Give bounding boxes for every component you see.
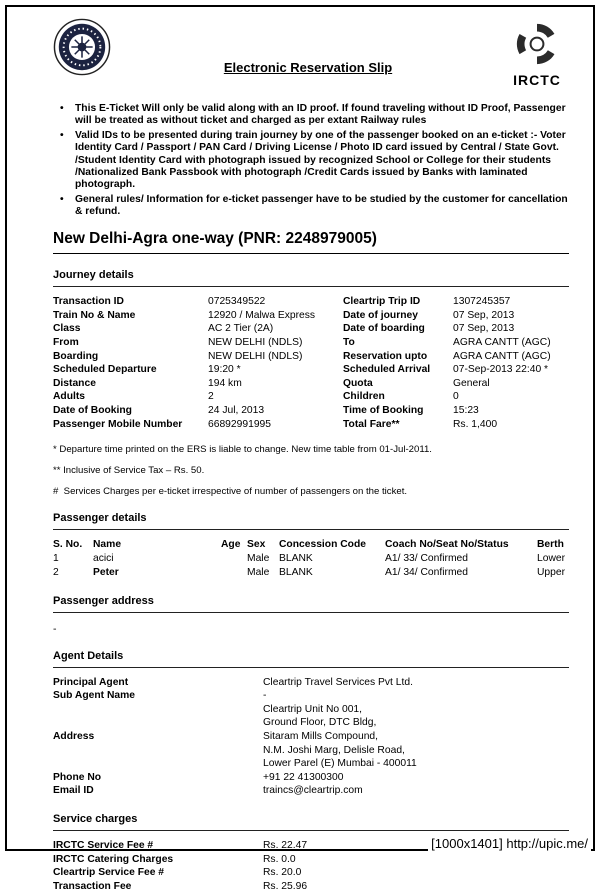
journey-field-label: Train No & Name: [53, 309, 136, 321]
journey-notes: [53, 444, 569, 497]
agent-field-value: [263, 689, 569, 703]
service-charge-row: [53, 853, 569, 867]
agent-field-value: [263, 771, 569, 785]
service-charge-field-label: IRCTC Service Fee #: [53, 839, 154, 851]
journey-field-value: General: [453, 377, 490, 389]
indian-railways-emblem-icon: [53, 18, 111, 76]
service-charge-row: [53, 880, 569, 893]
agent-value-line: Sitaram Mills Compound,: [263, 730, 379, 742]
agent-value-line: N.M. Joshi Marg, Delisle Road,: [263, 744, 405, 756]
passenger-details-heading: Passenger details: [53, 512, 569, 530]
service-charge-field-value: [263, 866, 569, 880]
irctc-logo-text: IRCTC: [513, 72, 561, 88]
journey-field-label: Children: [343, 391, 385, 403]
passenger-address-heading: Passenger address: [53, 595, 569, 613]
journey-field-value: Rs. 1,400: [453, 418, 498, 430]
agent-field-label: Phone No: [53, 771, 102, 783]
agent-field-label: Email ID: [53, 785, 94, 797]
agent-value-line: Cleartrip Travel Services Pvt Ltd.: [263, 676, 413, 688]
passenger-cell: 1: [53, 553, 59, 564]
journey-row: [53, 377, 569, 391]
journey-field-label: Cleartrip Trip ID: [343, 296, 421, 308]
journey-field-value: AGRA CANTT (AGC): [453, 350, 551, 362]
passenger-col-header: S. No.: [53, 539, 83, 551]
passenger-cell: [221, 552, 247, 566]
journey-field-label: Adults: [53, 391, 86, 403]
agent-row: [53, 771, 569, 785]
passenger-col-header: Name: [93, 539, 122, 551]
passenger-col-header: Sex: [247, 539, 266, 551]
passenger-cell: A1/ 33/ Confirmed: [385, 553, 468, 564]
service-charge-value-line: Rs. 22.47: [263, 839, 308, 851]
agent-row: [53, 703, 569, 771]
agent-value-line: Ground Floor, DTC Bldg,: [263, 717, 377, 729]
passenger-cell: A1/ 34/ Confirmed: [385, 566, 468, 578]
journey-row: [53, 309, 569, 323]
service-charge-field-value: [263, 853, 569, 867]
service-charge-value-line: Rs. 25.96: [263, 880, 308, 892]
notice-item: • General rules/ Information for e-ticket passenger have to be studied by the customer for cancellation & refund.: [55, 194, 569, 218]
passenger-cell: 2: [53, 566, 59, 578]
journey-row: [53, 336, 569, 350]
journey-row: [53, 418, 569, 432]
journey-field-label: Transaction ID: [53, 296, 124, 308]
agent-value-line: traincs@cleartrip.com: [263, 785, 363, 797]
agent-field-label: Address: [53, 730, 95, 742]
reservation-slip-page: [5, 5, 595, 892]
journey-field-value: 1307245357: [453, 296, 511, 308]
journey-field-label: Quota: [343, 377, 373, 389]
service-charge-field-value: [263, 880, 569, 893]
passenger-table-body: [53, 552, 569, 580]
passenger-col-header: Berth: [537, 539, 564, 551]
passenger-row: [53, 566, 569, 580]
passenger-cell: Lower: [537, 553, 566, 564]
service-charge-value-line: Rs. 20.0: [263, 867, 302, 879]
agent-row: [53, 689, 569, 703]
journey-field-value: 07-Sep-2013 22:40 *: [453, 364, 549, 376]
journey-field-value: NEW DELHI (NDLS): [208, 350, 303, 362]
passenger-cell: Male: [247, 553, 270, 564]
passenger-cell: Upper: [537, 566, 566, 578]
passenger-col-header: Coach No/Seat No/Status: [385, 539, 509, 551]
journey-field-value: NEW DELHI (NDLS): [208, 337, 303, 349]
journey-field-value: 12920 / Malwa Express: [208, 309, 316, 321]
journey-field-label: Scheduled Arrival: [343, 364, 431, 376]
agent-value-line: Lower Parel (E) Mumbai - 400011: [263, 758, 417, 770]
passenger-cell: BLANK: [279, 566, 313, 578]
notice-list: [55, 103, 569, 218]
journey-field-label: Boarding: [53, 350, 99, 362]
journey-field-label: To: [343, 337, 355, 349]
journey-field-value: 194 km: [208, 377, 242, 389]
journey-field-value: 07 Sep, 2013: [453, 323, 515, 335]
journey-row: [53, 404, 569, 418]
notice-item: • Valid IDs to be presented during train journey by one of the passenger booked on an e-ticket :- Voter Identity Card / Passport / PAN Card / Driving License / Photo ID card issued by Central / State Govt. /Student Identity Card with photograph issued by recognized School or College for their students /Nationalized Bank Passbook with photograph /Credit Cards issued by Banks with laminated photograph.: [55, 130, 569, 191]
journey-details-heading: Journey details: [53, 269, 569, 287]
passenger-cell: [221, 566, 247, 580]
service-charge-field-label: Cleartrip Service Fee #: [53, 867, 165, 879]
journey-field-label: From: [53, 337, 79, 349]
journey-field-label: Passenger Mobile Number: [53, 418, 183, 430]
journey-field-value: 2: [208, 391, 214, 403]
agent-value-line: +91 22 41300300: [263, 771, 344, 783]
journey-field-label: Class: [53, 323, 81, 335]
agent-row: [53, 676, 569, 690]
passenger-cell: acici: [93, 553, 114, 564]
passenger-cell: BLANK: [279, 553, 313, 564]
journey-row: [53, 390, 569, 404]
agent-field-value: [263, 703, 569, 771]
passenger-table: [53, 538, 569, 579]
journey-field-label: Date of boarding: [343, 323, 425, 335]
agent-field-value: [263, 676, 569, 690]
journey-field-label: Distance: [53, 377, 96, 389]
agent-details-heading: Agent Details: [53, 650, 569, 668]
document-header: [53, 18, 569, 88]
irctc-logo: [505, 22, 569, 88]
service-charge-row: [53, 866, 569, 880]
journey-note: ** Inclusive of Service Tax – Rs. 50.: [53, 465, 205, 477]
journey-field-value: 0: [453, 391, 459, 403]
watermark: [1000x1401] http://upic.me/: [428, 836, 591, 851]
passenger-row: [53, 552, 569, 566]
agent-field-value: [263, 784, 569, 798]
agent-row: [53, 784, 569, 798]
passenger-col-header: Age: [221, 539, 241, 551]
service-charge-field-label: IRCTC Catering Charges: [53, 853, 174, 865]
journey-field-value: 0725349522: [208, 296, 266, 308]
passenger-col-header: Concession Code: [279, 539, 366, 551]
journey-field-value: AGRA CANTT (AGC): [453, 337, 551, 349]
service-charges-heading: Service charges: [53, 813, 569, 831]
irctc-swirl-icon: [515, 22, 559, 71]
journey-note: # Services Charges per e-ticket irrespective of number of passengers on the ticket.: [53, 486, 408, 498]
journey-field-value: AC 2 Tier (2A): [208, 323, 274, 335]
journey-field-value: 19:20 *: [208, 364, 241, 376]
journey-row: [53, 322, 569, 336]
service-charge-value-line: Rs. 0.0: [263, 853, 296, 865]
agent-value-line: Cleartrip Unit No 001,: [263, 703, 363, 715]
journey-row: [53, 350, 569, 364]
journey-field-label: Reservation upto: [343, 350, 428, 362]
passenger-table-head: [53, 538, 569, 552]
agent-field-label: Principal Agent: [53, 676, 129, 688]
journey-field-label: Total Fare**: [343, 418, 400, 430]
agent-value-line: -: [263, 690, 267, 702]
passenger-cell: Peter: [93, 566, 119, 578]
journey-note: * Departure time printed on the ERS is liable to change. New time table from 01-Jul-2011.: [53, 444, 432, 456]
journey-field-value: 07 Sep, 2013: [453, 309, 515, 321]
journey-field-label: Date of Booking: [53, 405, 132, 417]
journey-field-label: Time of Booking: [343, 405, 424, 417]
journey-rows: [53, 295, 569, 431]
service-charge-field-label: Transaction Fee: [53, 880, 132, 892]
document-title: Electronic Reservation Slip: [223, 60, 393, 75]
passenger-cell: Male: [247, 566, 270, 578]
journey-field-value: 66892991995: [208, 418, 271, 430]
journey-field-value: 15:23: [453, 405, 479, 417]
journey-field-value: 24 Jul, 2013: [208, 405, 265, 417]
journey-field-label: Date of journey: [343, 309, 418, 321]
notice-item: • This E-Ticket Will only be valid along with an ID proof. If found traveling without ID Proof, Passenger will be treated as without ticket and charged as per extant Railway rules: [55, 103, 569, 127]
journey-field-label: Scheduled Departure: [53, 364, 157, 376]
pnr-title: New Delhi-Agra one-way (PNR: 2248979005): [53, 230, 569, 254]
agent-field-label: Sub Agent Name: [53, 690, 136, 702]
journey-row: [53, 363, 569, 377]
journey-row: [53, 295, 569, 309]
passenger-address-value: -: [53, 622, 57, 635]
agent-rows: [53, 676, 569, 798]
